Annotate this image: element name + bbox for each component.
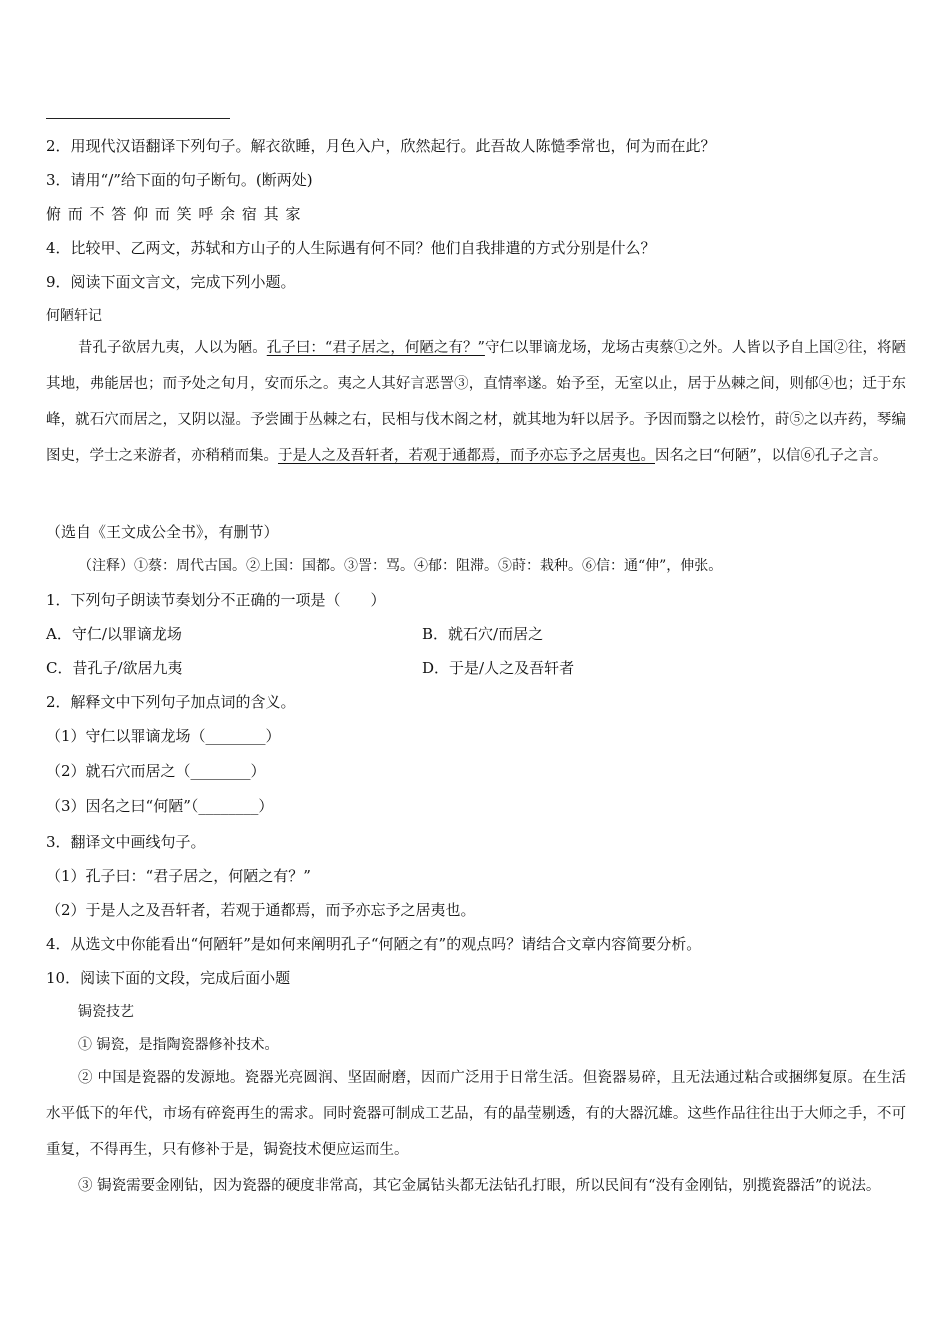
option-b: B．就石穴/而居之: [422, 625, 544, 643]
option-row-1: [46, 623, 910, 645]
passage-text-2: 守仁以罪谪龙场，龙场古夷蔡①之外。人皆以予自上国②往，将陋其地，弗能居也；而予处之旬月，安而乐之。夷之人其好言恶詈③，直情率遂。始予至，无室以止，居于丛棘之间，则郁④也；迁于东峰，就石穴而居之，又阴以湿。予尝圃于丛棘之右，民相与伐木阁之材，就其地为轩以居予。予因而翳之以桧竹，莳⑤之以卉药，琴编图史，学士之来游者，亦稍稍而集。: [46, 340, 907, 464]
sub-question-2: 2．解释文中下列句子加点词的含义。: [46, 693, 296, 711]
answer-line: [46, 118, 230, 119]
option-a: A．守仁/以罪谪龙场: [46, 625, 182, 643]
article-paragraph-1: ① 锔瓷，是指陶瓷器修补技术。: [78, 1037, 279, 1053]
passage-body: [46, 330, 906, 474]
sub-question-3: 3．翻译文中画线句子。: [46, 833, 206, 851]
question-2-prev: 2．用现代汉语翻译下列句子。解衣欲睡，月色入户，欣然起行。此吾故人陈慥季常也，何为而在此？: [46, 137, 716, 155]
question-3-prev: 3．请用“/”给下面的句子断句。(断两处): [46, 171, 313, 189]
question-3-text: 俯 而 不 答 仰 而 笑 呼 余 宿 其 家: [46, 205, 302, 223]
article-paragraph-2: ② 中国是瓷器的发源地。瓷器光亮圆润、坚固耐磨，因而广泛用于日常生活。但瓷器易碎，且无法通过粘合或捆绑复原。在生活水平低下的年代，市场有碎瓷再生的需求。同时瓷器可制成工艺品，有的晶莹剔透，有的大器沉雄。这些作品往往出于大师之手，不可重复，不得再生，只有修补于是，锔瓷技术便应运而生。: [46, 1070, 906, 1158]
option-row-2: [46, 657, 910, 679]
sub-question-3-item-1: （1）孔子曰：“君子居之，何陋之有？”: [46, 867, 311, 885]
passage-notes: （注释）①蔡：周代古国。②上国：国都。③詈：骂。④郁：阻滞。⑤莳：栽种。⑥信：通“伸”，伸张。: [78, 558, 723, 574]
question-10-heading: 10．阅读下面的文段，完成后面小题: [46, 969, 291, 987]
sub-question-1: 1．下列句子朗读节奏划分不正确的一项是（ ）: [46, 591, 386, 609]
sub-question-2-item-1: （1）守仁以罪谪龙场（________）: [46, 727, 281, 745]
option-c: C．昔孔子/欲居九夷: [46, 659, 183, 677]
sub-question-3-item-2: （2）于是人之及吾轩者，若观于通都焉，而予亦忘予之居夷也。: [46, 901, 476, 919]
sub-question-2-item-3: （3）因名之曰“何陋”（________）: [46, 797, 274, 815]
passage-text-1: 昔孔子欲居九夷，人以为陋。: [78, 340, 267, 356]
option-d: D．于是/人之及吾轩者: [422, 659, 575, 677]
underlined-sentence-2: 于是人之及吾轩者，若观于通都焉，而予亦忘予之居夷也。: [278, 448, 655, 464]
article-paragraph-3: ③ 锔瓷需要金刚钻，因为瓷器的硬度非常高，其它金属钻头都无法钻孔打眼，所以民间有“没有金刚钻，别揽瓷器活”的说法。: [78, 1178, 881, 1194]
sub-question-2-item-2: （2）就石穴而居之（________）: [46, 762, 266, 780]
question-4-prev: 4．比较甲、乙两文，苏轼和方山子的人生际遇有何不同？他们自我排遣的方式分别是什么？: [46, 239, 656, 257]
underlined-sentence-1: 孔子曰：“君子居之，何陋之有？”: [266, 340, 485, 356]
article-title: 锔瓷技艺: [78, 1004, 134, 1020]
question-9-heading: 9．阅读下面文言文，完成下列小题。: [46, 273, 296, 291]
passage-title: 何陋轩记: [46, 308, 102, 324]
passage-source: （选自《王文成公全书》，有删节）: [46, 523, 279, 541]
passage-text-3: 因名之曰“何陋”，以信⑥孔子之言。: [655, 448, 888, 464]
sub-question-4: 4．从选文中你能看出“何陋轩”是如何来阐明孔子“何陋之有”的观点吗？请结合文章内容简要分析。: [46, 935, 702, 953]
